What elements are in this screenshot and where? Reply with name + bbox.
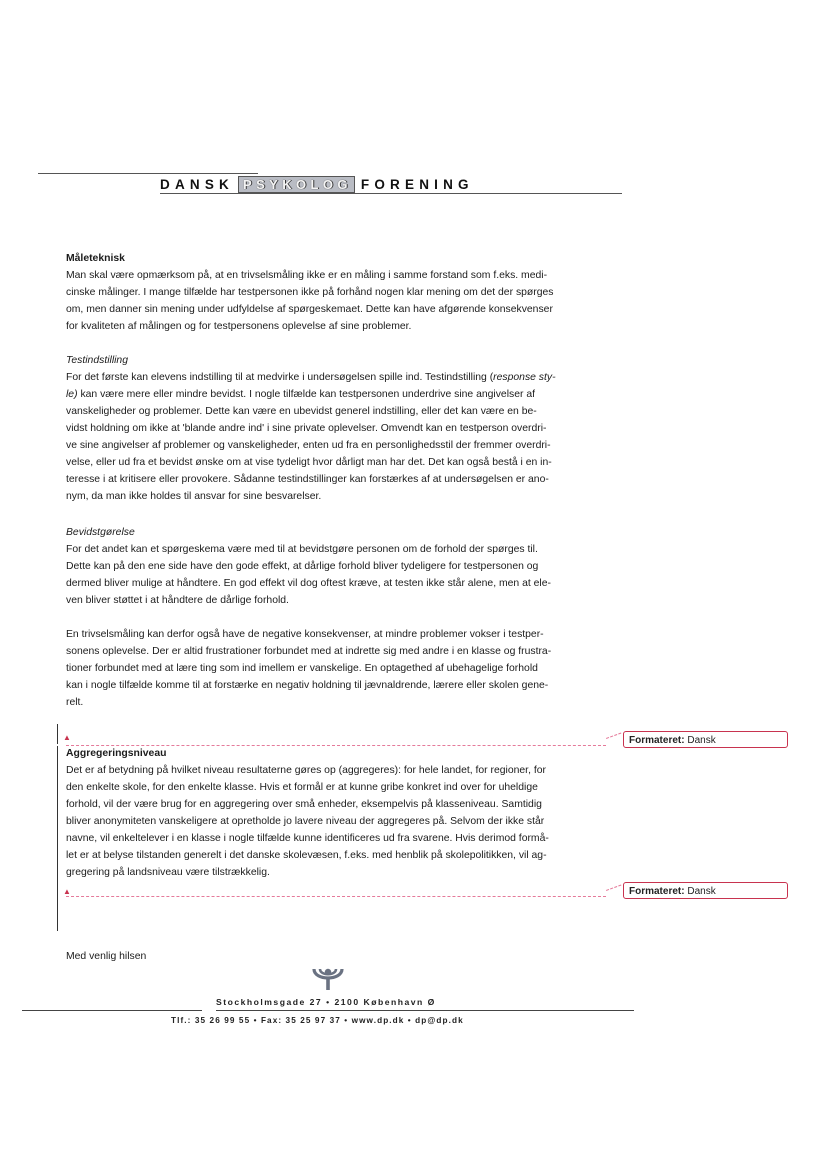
italic-run: response sty- xyxy=(493,372,556,383)
section-heading: Bevidstgørelse xyxy=(66,527,135,538)
paragraph-line: ven bliver støttet i at håndtere de dårlige forhold. xyxy=(66,595,289,606)
paragraph-line: navne, vil enkeltelever i en klasse i nogle tilfælde kunne identificeres ud fra svarene. Hvis derimod formå- xyxy=(66,833,549,844)
change-bar xyxy=(57,746,58,931)
footer-rule-left xyxy=(22,1010,202,1011)
comment-balloon[interactable] xyxy=(623,882,788,899)
paragraph-line: tioner forbundet med at lære ting som ind imellem er vanskelige. En optagethed af ubehagelige forhold xyxy=(66,663,538,674)
text-run: For det første kan elevens indstilling til at medvirke i undersøgelsen spille ind. Testindstilling ( xyxy=(66,372,494,383)
comment-value: Dansk xyxy=(687,886,716,897)
section-heading: Testindstilling xyxy=(66,355,128,366)
footer-rule xyxy=(216,1010,634,1011)
paragraph-line: Man skal være opmærksom på, at en trivselsmåling ikke er en måling i samme forstand som f.eks. medi- xyxy=(66,270,548,281)
paragraph-line: cinske målinger. I mange tilfælde har testpersonen ikke på forhånd nogen klar mening om det der spørges xyxy=(66,287,554,298)
paragraph-line: om, men danner sin mening under udfyldelse af spørgeskemaet. Dette kan have afgørende konsekvenser xyxy=(66,304,553,315)
section-heading: Aggregeringsniveau xyxy=(66,748,167,759)
paragraph-line: vidst holdning om ikke at 'blande andre ind' i sine private oplevelser. Omvendt kan en testperson overdri- xyxy=(66,423,547,434)
paragraph-line: relt. xyxy=(66,697,84,708)
paragraph-line: nym, da man ikke holdes til ansvar for sine besvarelser. xyxy=(66,491,322,502)
closing xyxy=(66,948,596,965)
section-heading: Måleteknisk xyxy=(66,253,125,264)
section-negative xyxy=(66,626,596,711)
paragraph-line: Det er af betydning på hvilket niveau resultaterne gøres op (aggregeres): for hele landet, for regioner, for xyxy=(66,765,546,776)
masthead xyxy=(160,175,474,193)
paragraph-line: kan i nogle tilfælde komme til at forstærke en negativ holdning til jævnaldrende, lærere eller skolen gene- xyxy=(66,680,549,691)
comment-leader-line xyxy=(606,733,621,739)
masthead-left-word: DANSK xyxy=(160,176,235,192)
paragraph-line: gregering på landsniveau være tilstrækkelig. xyxy=(66,867,270,878)
paragraph-line: ve sine angivelser af problemer og vanskeligheder, enten ud fra en personlighedsstil der fremmer overdri- xyxy=(66,440,551,451)
paragraph-line: En trivselsmåling kan derfor også have de negative konsekvenser, at mindre problemer vokser i testper- xyxy=(66,629,544,640)
header-rule-left xyxy=(38,173,258,174)
paragraph-line: vanskeligheder og problemer. Dette kan være en ubevidst generel indstilling, eller det kan være en be- xyxy=(66,406,537,417)
paragraph-line: bliver anonymiteten vanskeligere at opretholde jo lavere niveau der aggregeres på. Selvom der ikke står xyxy=(66,816,545,827)
section-maaleteknisk xyxy=(66,250,596,335)
text-run: kan være mere eller mindre bevidst. I nogle tilfælde kan testpersonen underdrive sine angivelser af xyxy=(77,389,535,400)
header-rule xyxy=(160,193,622,194)
footer-contact: Tlf.: 35 26 99 55 • Fax: 35 25 97 37 • www.dp.dk • dp@dp.dk xyxy=(171,1016,464,1025)
paragraph-line: For det andet kan et spørgeskema være med til at bevidstgøre personen om de forhold der spørges til. xyxy=(66,544,538,555)
comment-leader-line xyxy=(66,896,606,897)
section-testindstilling xyxy=(66,352,596,505)
insertion-mark-icon: ▲ xyxy=(63,733,71,742)
comment-balloon[interactable] xyxy=(623,731,788,748)
paragraph-line: let er at belyse tilstanden generelt i det danske skolevæsen, f.eks. med henblik på skolepolitikken, vil ag- xyxy=(66,850,547,861)
closing-text: Med venlig hilsen xyxy=(66,951,147,962)
paragraph-line: Dette kan på den ene side have den gode effekt, at dårlige forhold bliver tydeligere for testpersonen og xyxy=(66,561,539,572)
comment-label: Formateret: xyxy=(629,735,685,746)
footer-address: Stockholmsgade 27 • 2100 København Ø xyxy=(216,997,436,1007)
section-bevidstgoerelse xyxy=(66,524,596,609)
masthead-boxed-word: PSYKOLOG xyxy=(238,176,355,193)
paragraph-line: sonens oplevelse. Der er altid frustrationer forbundet med at indrette sig med andre i en klasse og frustra- xyxy=(66,646,552,657)
section-aggregering xyxy=(66,745,596,881)
italic-run: le) xyxy=(66,389,78,400)
change-bar xyxy=(57,724,58,744)
paragraph-line xyxy=(66,386,596,403)
paragraph-line: dermed bliver mulige at håndtere. En god effekt vil dog oftest kræve, at testen ikke står alene, men at ele- xyxy=(66,578,551,589)
paragraph-line: teresse i at kritisere eller provokere. Sådanne testindstillinger kan forstærkes af at undersøgelsen er ano- xyxy=(66,474,549,485)
dp-logo-icon xyxy=(311,966,345,992)
paragraph-line xyxy=(66,369,596,386)
masthead-right-word: FORENING xyxy=(360,176,474,192)
comment-label: Formateret: xyxy=(629,886,685,897)
comment-value: Dansk xyxy=(687,735,716,746)
insertion-mark-icon: ▲ xyxy=(63,887,71,896)
paragraph-line: velse, eller ud fra et bevidst ønske om at vise tydeligt hvor dårligt man har det. Det kan også bestå i en in- xyxy=(66,457,552,468)
paragraph-line: forhold, vil der være brug for en aggregering over små enheder, eksempelvis på klasseniveau. Samtidig xyxy=(66,799,542,810)
comment-leader-line xyxy=(606,885,621,891)
paragraph-line: den enkelte skole, for den enkelte klasse. Hvis et formål er at kunne gribe konkret ind over for uheldige xyxy=(66,782,538,793)
paragraph-line: for kvaliteten af målingen og for testpersonens oplevelse af sine problemer. xyxy=(66,321,412,332)
